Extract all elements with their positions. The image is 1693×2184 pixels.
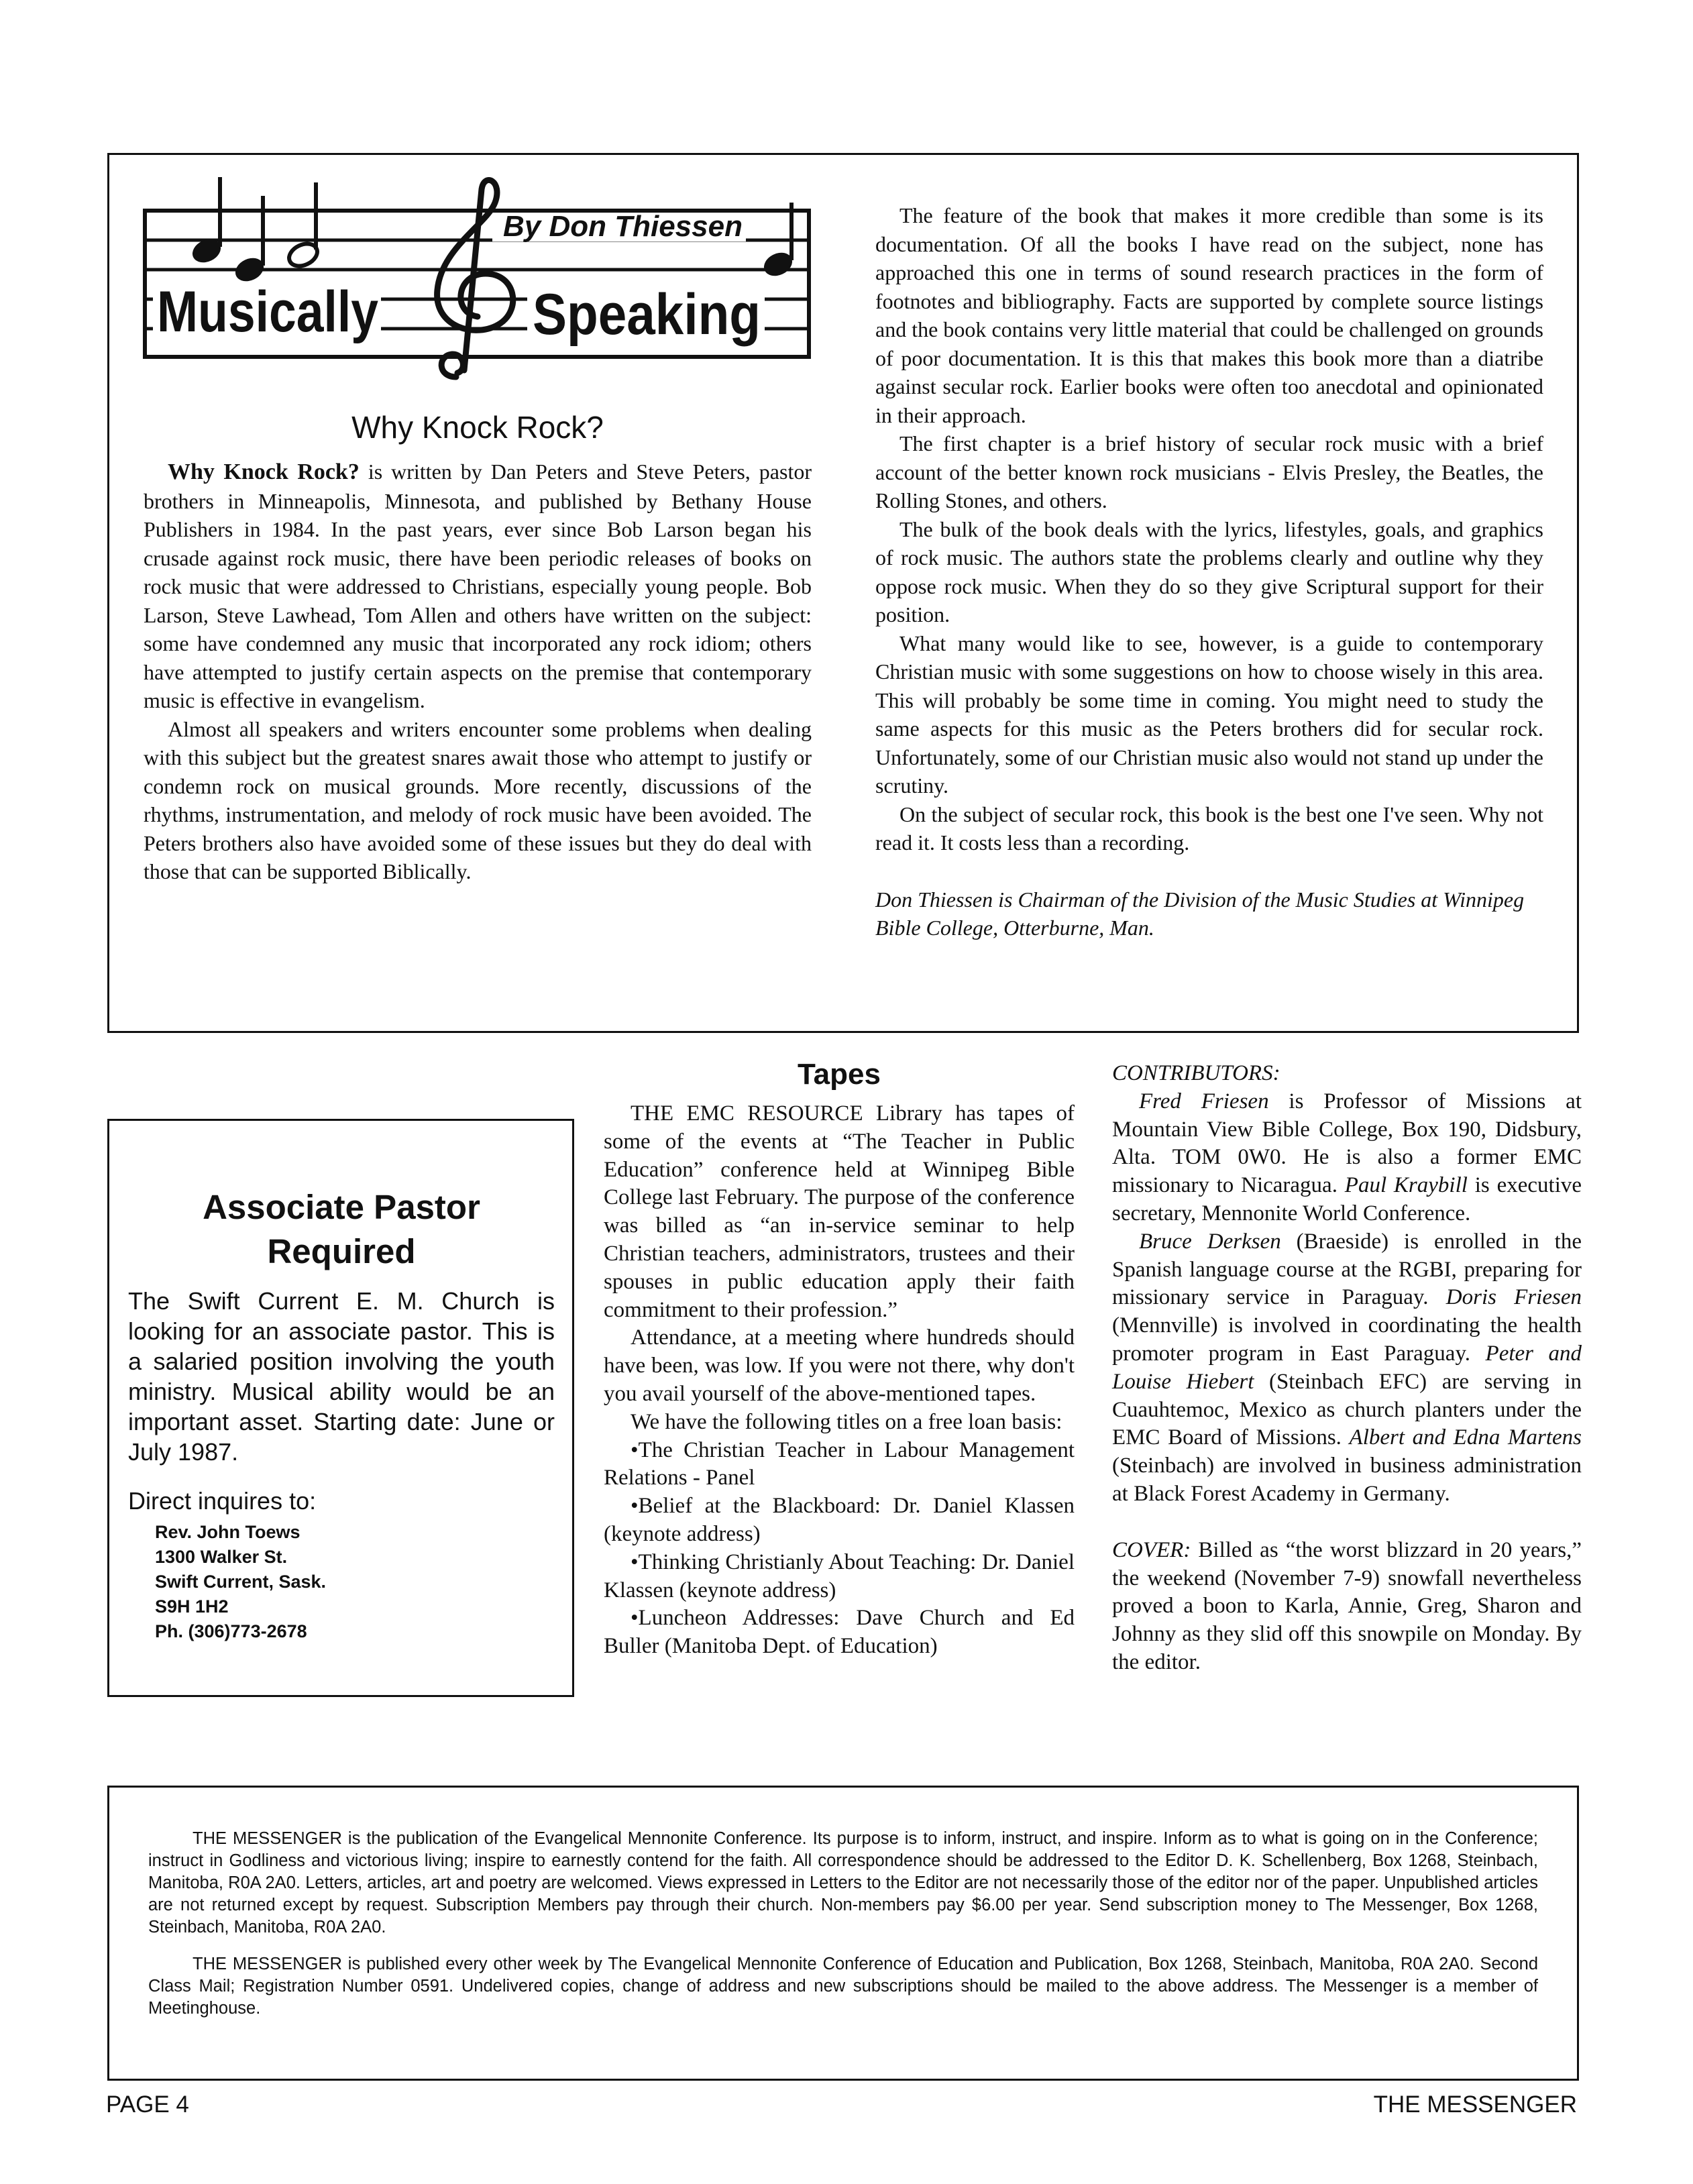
tape-title: •Thinking Christianly About Teaching: Dr. Daniel Klassen (keynote address) <box>604 1549 1075 1602</box>
article-text: On the subject of secular rock, this book is the best one I've seen. Why not read it. It costs less than a recording. <box>875 802 1543 855</box>
cover-label: COVER: <box>1112 1537 1191 1562</box>
article-text: The first chapter is a brief history of secular rock music with a brief account of the better known rock musicians - Elvis Presley, the Beatles, the Rolling Stones, and others. <box>875 431 1543 512</box>
article-paragraph <box>144 457 812 715</box>
contributor-text: is Professor of Missions at Mountain View Bible College, Box 190, Didsbury, Alta. TOM 0W0. He is also a former EMC missionary to Nicaragua. <box>1112 1089 1582 1198</box>
contributor-text: (Steinbach EFC) are serving in Cuauhtemoc, Mexico as church planters under the EMC Board of Missions. <box>1112 1369 1582 1450</box>
header-word-speaking: Speaking <box>533 282 761 347</box>
contact-line: S9H 1H2 <box>155 1596 229 1617</box>
article-text: is written by Dan Peters and Steve Peters, pastor brothers in Minneapolis, Minnesota, and published by Bethany House Publishers in 1984. In the past years, ever since Bob Larson began his crusade against rock music, there have been periodic releases of books on rock music that were addressed to Christians, especially young people. Bob Larson, Steve Lawhead, Tom Allen and others have written on the subject: some have condemned any music that incorporated any rock idiom; others have attempted to justify certain aspects on the premise that contemporary music is effective in evangelism. <box>144 459 812 712</box>
tapes-paragraph <box>604 1324 1075 1408</box>
header-byline: By Don Thiessen <box>503 210 743 243</box>
contributor-name: Albert and Edna Martens <box>1349 1425 1582 1450</box>
article-paragraph <box>875 515 1543 629</box>
cover-caption <box>1112 1537 1582 1677</box>
page-number: PAGE 4 <box>106 2091 189 2118</box>
article-text: The feature of the book that makes it more credible than some is its documentation. Of all the books I have read on the subject, none has approached this one in terms of sound research practices in the form of footnotes and bibliography. Facts are supported by complete source listings and the book contains very little material that could be challenged on grounds of poor documentation. It is this that makes this book more than a diatribe against secular rock. Earlier books were often too anecdotal and opinionated in their approach. <box>875 203 1543 427</box>
contributor-paragraph <box>1112 1228 1582 1509</box>
eighth-note-icon <box>188 177 224 267</box>
contributors-text <box>1112 1060 1582 1677</box>
job-ad-contact <box>155 1520 555 1644</box>
contributor-name: Peter and Louise Hiebert <box>1112 1341 1582 1394</box>
author-byline: Don Thiessen is Chairman of the Division of the Music Studies at Winnipeg Bible College, Otterburne, Man. <box>875 887 1525 940</box>
tape-title: •Belief at the Blackboard: Dr. Daniel Klassen (keynote address) <box>604 1494 1075 1546</box>
article-lead-title: Why Knock Rock? <box>168 459 360 484</box>
article-left-column <box>144 409 812 886</box>
masthead-box <box>107 1786 1579 2081</box>
contributor-text: is executive secretary, Mennonite World Conference. <box>1112 1173 1582 1225</box>
article-right-column <box>875 201 1543 942</box>
article-text: The bulk of the book deals with the lyrics, lifestyles, goals, and graphics of rock music. The authors state the problems clearly and outline why they oppose rock music. When they do so they give Scriptural support for their position. <box>875 516 1543 626</box>
contact-line: Rev. John Toews <box>155 1522 301 1542</box>
contact-line: Ph. (306)773-2678 <box>155 1621 307 1641</box>
job-ad-box <box>107 1119 574 1697</box>
publication-name: THE MESSENGER <box>1373 2091 1577 2118</box>
header-word-musically: Musically <box>157 280 379 344</box>
tapes-column <box>604 1054 1075 1661</box>
tapes-text-span: THE EMC RESOURCE Library has tapes of some of the events at “The Teacher in Public Education” conference held at Winnipeg Bible College last February. The purpose of the conference was billed as “an in-service seminar to help Christian teachers, administrators, trustees and their spouses in public education apply their faith commitment to their profession.” <box>604 1101 1075 1322</box>
article-paragraph <box>875 201 1543 429</box>
contributor-name: Doris Friesen <box>1445 1285 1582 1310</box>
contact-line: 1300 Walker St. <box>155 1547 288 1567</box>
article-paragraph <box>144 715 812 886</box>
tapes-text <box>604 1100 1075 1661</box>
contributor-text: (Mennville) is involved in coordinating the health promoter program in East Paraguay. <box>1112 1313 1582 1366</box>
article-paragraph <box>875 629 1543 800</box>
tape-list-item <box>604 1604 1075 1661</box>
tape-title: •The Christian Teacher in Labour Management Relations - Panel <box>604 1437 1075 1490</box>
contributor-text: (Braeside) is enrolled in the Spanish language course at the RGBI, preparing for missionary service in Paraguay. <box>1112 1229 1582 1310</box>
job-ad-title: Associate Pastor Required <box>203 1188 480 1270</box>
tapes-text-span: We have the following titles on a free loan basis: <box>631 1409 1062 1434</box>
tapes-title: Tapes <box>798 1058 881 1091</box>
musically-speaking-header <box>142 176 813 385</box>
contributor-text: (Steinbach) are involved in business administration at Black Forest Academy in Germany. <box>1112 1454 1582 1506</box>
tape-title: •Luncheon Addresses: Dave Church and Ed Buller (Manitoba Dept. of Education) <box>604 1606 1075 1659</box>
tapes-paragraph <box>604 1409 1075 1437</box>
half-note-icon <box>286 182 321 270</box>
article-text: Almost all speakers and writers encounter some problems when dealing with this subject but the greatest snares await those who attempt to justify or condemn rock on musical grounds. More recently, discussions of the rhythms, instrumentation, and melody of rock music have been avoided. The Peters brothers also have avoided some of these issues but they do deal with those that can be supported Biblically. <box>144 716 812 883</box>
masthead-paragraph <box>148 1828 1538 1939</box>
tape-list-item <box>604 1492 1075 1549</box>
contributor-name: Bruce Derksen <box>1139 1229 1281 1254</box>
job-ad-body: The Swift Current E. M. Church is looking for an associate pastor. This is a salaried position involving the youth ministry. Musical ability would be an important asset. Starting date: June or July 1987. <box>128 1287 555 1466</box>
contact-line: Swift Current, Sask. <box>155 1572 327 1592</box>
article-paragraph <box>875 429 1543 515</box>
article-paragraph <box>875 800 1543 857</box>
contributor-paragraph <box>1112 1088 1582 1228</box>
contributors-column <box>1112 1060 1582 1677</box>
article-text: What many would like to see, however, is a guide to contemporary Christian music with some suggestions on how to choose wisely in this area. This will probably be some time in coming. You might need to study the same aspects for this music as the Peters brothers did for secular rock. Unfortunately, some of our Christian music also would not stand up under the scrutiny. <box>875 631 1543 798</box>
masthead-text: THE MESSENGER is the publication of the Evangelical Mennonite Conference. Its purpose is to inform, instruct, and inspire. Inform as to what is going on in the Conference; instruct in Godliness and victorious living; inspire to earnestly contend for the faith. All correspondence should be addressed to the Editor D. K. Schellenberg, Box 1268, Steinbach, Manitoba, R0A 2A0. Letters, articles, art and poetry are welcomed. Views expressed in Letters to the Editor are not necessarily those of the editor nor of the paper. Unpublished articles are not returned except by request. Subscription Members pay through their church. Non-members pay $6.00 per year. Send subscription money to The Messenger, Box 1268, Steinbach, Manitoba, R0A 2A0. <box>148 1829 1538 1936</box>
contributor-name: Fred Friesen <box>1139 1089 1269 1113</box>
article-title: Why Knock Rock? <box>351 410 604 445</box>
masthead-paragraph <box>148 1953 1538 2020</box>
tapes-paragraph <box>604 1100 1075 1324</box>
tape-list-item <box>604 1549 1075 1605</box>
tapes-text-span: Attendance, at a meeting where hundreds should have been, was low. If you were not there, why don't you avail yourself of the above-mentioned tapes. <box>604 1325 1075 1406</box>
cover-text: Billed as “the worst blizzard in 20 years,” the weekend (November 7-9) snowfall nevertheless proved a boon to Karla, Annie, Greg, Sharon and Johnny as they slid off this snowpile on Monday. By the editor. <box>1112 1537 1582 1674</box>
masthead-text: THE MESSENGER is published every other week by The Evangelical Mennonite Conference of Education and Publication, Box 1268, Steinbach, Manitoba, R0A 2A0. Second Class Mail; Registration Number 0591. Undelivered copies, change of address and new subscriptions should be mailed to the above address. The Messenger is a member of Meetinghouse. <box>148 1955 1538 2018</box>
tape-list-item <box>604 1437 1075 1493</box>
contributors-heading: CONTRIBUTORS: <box>1112 1061 1280 1085</box>
contributor-name: Paul Kraybill <box>1344 1173 1468 1198</box>
job-ad-contact-intro: Direct inquires to: <box>128 1487 317 1515</box>
